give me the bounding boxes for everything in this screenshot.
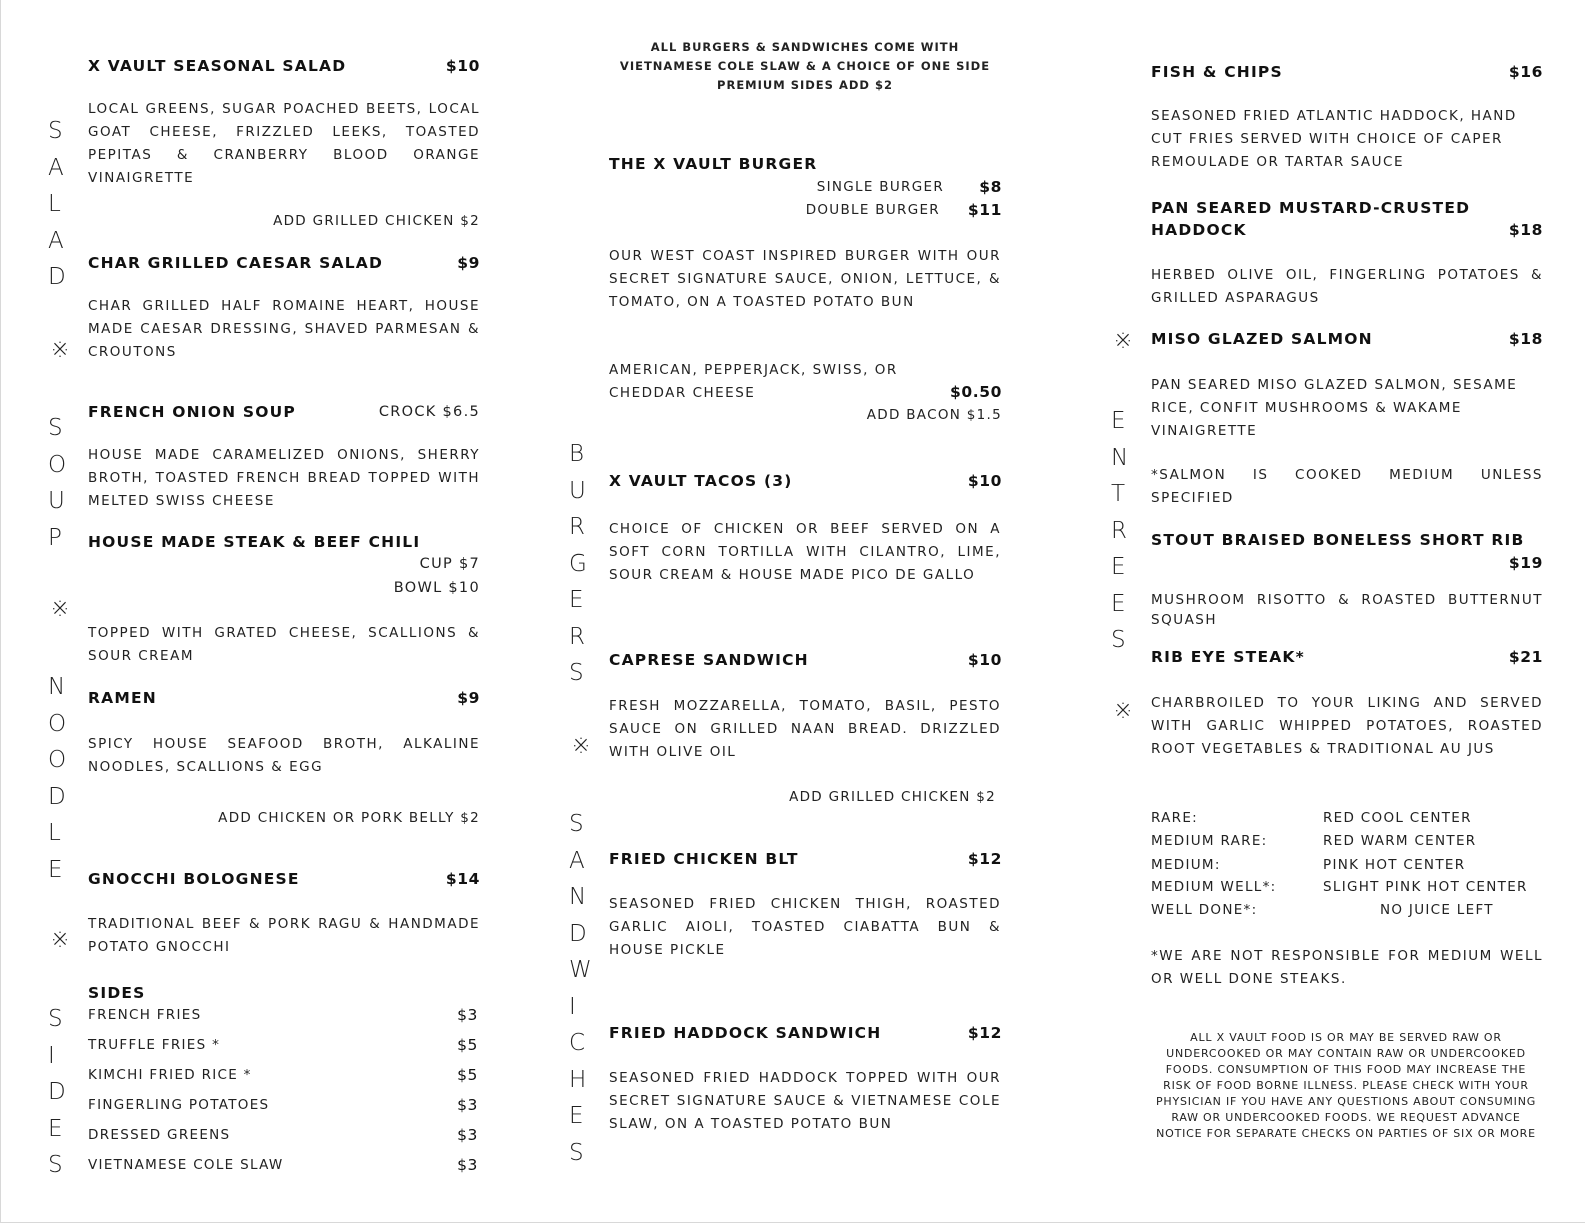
temp-value: SLIGHT PINK HOT CENTER bbox=[1323, 879, 1528, 895]
item-description: FRESH MOZZARELLA, TOMATO, BASIL, PESTO SAUCE ON GRILLED NAAN BREAD. DRIZZLED WITH OLIVE OIL bbox=[609, 698, 1001, 760]
divider-symbol: ※ bbox=[571, 733, 591, 759]
temp-label: MEDIUM RARE: bbox=[1151, 833, 1268, 849]
temp-label: MEDIUM WELL*: bbox=[1151, 879, 1277, 895]
divider-symbol: ※ bbox=[50, 337, 70, 363]
item-title: MISO GLAZED SALMON bbox=[1151, 330, 1373, 348]
burger-single-label: SINGLE BURGER bbox=[816, 179, 944, 195]
temp-label: MEDIUM: bbox=[1151, 857, 1221, 873]
item-price: $18 bbox=[1508, 330, 1543, 348]
item-title: X VAULT TACOS (3) bbox=[609, 472, 793, 490]
steak-disclaimer: *WE ARE NOT RESPONSIBLE FOR MEDIUM WELL OR WELL DONE STEAKS. bbox=[1151, 948, 1543, 987]
item-description: TOPPED WITH GRATED CHEESE, SCALLIONS & SOUR CREAM bbox=[88, 625, 480, 664]
section-label-noodle: NOODLE bbox=[48, 674, 91, 883]
side-item-name: VIETNAMESE COLE SLAW bbox=[88, 1157, 284, 1173]
item-price: BOWL $10 bbox=[393, 580, 480, 596]
item-title: GNOCCHI BOLOGNESE bbox=[88, 870, 300, 888]
side-item-price: $3 bbox=[457, 1126, 478, 1144]
item-description: SEASONED FRIED HADDOCK TOPPED WITH OUR SECRET SIGNATURE SAUCE & VIETNAMESE COLE SLAW, ON A TOASTED POTATO BUN bbox=[609, 1070, 1001, 1132]
item-addon: ADD GRILLED CHICKEN $2 bbox=[789, 789, 996, 805]
item-description: SEASONED FRIED ATLANTIC HADDOCK, HAND CUT FRIES SERVED WITH CHOICE OF CAPER REMOULADE OR TARTAR SAUCE bbox=[1151, 108, 1517, 170]
divider-symbol: ※ bbox=[1113, 328, 1133, 354]
side-item-name: KIMCHI FRIED RICE * bbox=[88, 1067, 252, 1083]
item-price: $10 bbox=[967, 472, 1002, 490]
item-title: FISH & CHIPS bbox=[1151, 63, 1283, 81]
item-price: $9 bbox=[457, 254, 480, 272]
section-label-burgers: BURGERS bbox=[569, 441, 611, 686]
item-price: $16 bbox=[1508, 63, 1543, 81]
item-title: HOUSE MADE STEAK & BEEF CHILI bbox=[88, 533, 421, 551]
item-description: HOUSE MADE CARAMELIZED ONIONS, SHERRY BROTH, TOASTED FRENCH BREAD TOPPED WITH MELTED SWISS CHEESE bbox=[88, 447, 480, 509]
item-title: FRIED CHICKEN BLT bbox=[609, 850, 799, 868]
item-description: CHOICE OF CHICKEN OR BEEF SERVED ON A SOFT CORN TORTILLA WITH CILANTRO, LIME, SOUR CREAM & HOUSE MADE PICO DE GALLO bbox=[609, 521, 1001, 583]
item-title: PAN SEARED MUSTARD-CRUSTED bbox=[1151, 199, 1471, 217]
item-price: $12 bbox=[967, 850, 1002, 868]
side-item-price: $5 bbox=[457, 1066, 478, 1084]
divider-symbol: ※ bbox=[1113, 698, 1133, 724]
burger-single-price: $8 bbox=[979, 178, 1002, 196]
section-label-entrees: ENTREES bbox=[1111, 408, 1153, 653]
burger-double-label: DOUBLE BURGER bbox=[805, 202, 940, 218]
item-title: RAMEN bbox=[88, 689, 157, 707]
section-label-sandwiches: SANDWICHES bbox=[569, 811, 616, 1166]
item-price: CUP $7 bbox=[419, 556, 480, 572]
item-price: $19 bbox=[1508, 554, 1543, 572]
item-title: FRENCH ONION SOUP bbox=[88, 403, 296, 421]
item-description: CHARBROILED TO YOUR LIKING AND SERVED WITH GARLIC WHIPPED POTATOES, ROASTED ROOT VEGETABLES & TRADITIONAL AU JUS bbox=[1151, 695, 1543, 757]
side-item-price: $5 bbox=[457, 1036, 478, 1054]
divider-symbol: ※ bbox=[50, 927, 70, 953]
item-description: PAN SEARED MISO GLAZED SALMON, SESAME RICE, CONFIT MUSHROOMS & WAKAME VINAIGRETTE bbox=[1151, 377, 1518, 439]
item-price: $21 bbox=[1508, 648, 1543, 666]
salmon-note: *SALMON IS COOKED MEDIUM UNLESS SPECIFIED bbox=[1151, 467, 1543, 506]
item-description: HERBED OLIVE OIL, FINGERLING POTATOES & GRILLED ASPARAGUS bbox=[1151, 267, 1543, 306]
item-price: $10 bbox=[445, 57, 480, 75]
section-label-salad: SALAD bbox=[48, 118, 90, 290]
temp-value: NO JUICE LEFT bbox=[1380, 902, 1494, 918]
side-item-name: TRUFFLE FRIES * bbox=[88, 1037, 221, 1053]
side-item-name: FINGERLING POTATOES bbox=[88, 1097, 270, 1113]
item-price: $18 bbox=[1508, 221, 1543, 239]
item-price: $9 bbox=[457, 689, 480, 707]
item-title: CHAR GRILLED CAESAR SALAD bbox=[88, 254, 384, 272]
item-price: $14 bbox=[445, 870, 480, 888]
cheese-option: AMERICAN, PEPPERJACK, SWISS, OR CHEDDAR CHEESE bbox=[609, 362, 898, 401]
item-description: SEASONED FRIED CHICKEN THIGH, ROASTED GARLIC AIOLI, TOASTED CIABATTA BUN & HOUSE PICKLE bbox=[609, 896, 1001, 958]
item-description: LOCAL GREENS, SUGAR POACHED BEETS, LOCAL GOAT CHEESE, FRIZZLED LEEKS, TOASTED PEPITAS & CRANBERRY BLOOD ORANGE VINAIGRETTE bbox=[88, 101, 480, 186]
item-title: HADDOCK bbox=[1151, 221, 1247, 239]
burgers-header-note: ALL BURGERS & SANDWICHES COME WITH VIETNAMESE COLE SLAW & A CHOICE OF ONE SIDE PREMIUM SIDES ADD $2 bbox=[619, 40, 991, 92]
item-title: RIB EYE STEAK* bbox=[1151, 648, 1305, 666]
side-item-name: DRESSED GREENS bbox=[88, 1127, 231, 1143]
item-description: OUR WEST COAST INSPIRED BURGER WITH OUR SECRET SIGNATURE SAUCE, ONION, LETTUCE, & TOMATO, ON A TOASTED POTATO BUN bbox=[609, 248, 1001, 310]
item-title: CAPRESE SANDWICH bbox=[609, 651, 809, 669]
item-description: TRADITIONAL BEEF & PORK RAGU & HANDMADE POTATO GNOCCHI bbox=[88, 916, 480, 955]
temp-value: RED COOL CENTER bbox=[1323, 810, 1472, 826]
food-safety-footer: ALL X VAULT FOOD IS OR MAY BE SERVED RAW OR UNDERCOOKED OR MAY CONTAIN RAW OR UNDERCOOKED FOODS. CONSUMPTION OF THIS FOOD MAY INCREASE THE RISK OF FOOD BORNE ILLNESS. PLEASE CHECK WITH YOUR PHYSICIAN IF YOU HAVE ANY QUESTIONS ABOUT CONSUMING RAW OR UNDERCOOKED FOODS. WE REQUEST ADVANCE NOTICE FOR SEPARATE CHECKS ON PARTIES OF SIX OR MORE bbox=[1155, 1031, 1537, 1140]
item-price: $12 bbox=[967, 1024, 1002, 1042]
temp-value: RED WARM CENTER bbox=[1323, 833, 1477, 849]
side-item-price: $3 bbox=[457, 1096, 478, 1114]
item-description: MUSHROOM RISOTTO & ROASTED BUTTERNUT SQUASH bbox=[1151, 592, 1543, 628]
side-item-name: FRENCH FRIES bbox=[88, 1007, 202, 1023]
temp-label: RARE: bbox=[1151, 810, 1199, 826]
temp-label: WELL DONE*: bbox=[1151, 902, 1258, 918]
side-item-price: $3 bbox=[457, 1006, 478, 1024]
side-item-price: $3 bbox=[457, 1156, 478, 1174]
item-title: X VAULT SEASONAL SALAD bbox=[88, 57, 347, 75]
item-addon: ADD BACON $1.5 bbox=[866, 407, 1002, 423]
item-addon: ADD CHICKEN OR PORK BELLY $2 bbox=[218, 810, 480, 826]
temp-value: PINK HOT CENTER bbox=[1323, 857, 1466, 873]
sides-heading: SIDES bbox=[88, 984, 146, 1002]
divider-symbol: ※ bbox=[50, 596, 70, 622]
item-price: CROCK $6.5 bbox=[378, 404, 480, 420]
section-label-soup: SOUP bbox=[48, 415, 91, 551]
burger-double-price: $11 bbox=[967, 201, 1002, 219]
item-title: FRIED HADDOCK SANDWICH bbox=[609, 1024, 882, 1042]
item-price: $10 bbox=[967, 651, 1002, 669]
item-description: SPICY HOUSE SEAFOOD BROTH, ALKALINE NOODLES, SCALLIONS & EGG bbox=[88, 736, 480, 775]
section-label-sides: SIDES bbox=[48, 1006, 90, 1178]
item-addon: ADD GRILLED CHICKEN $2 bbox=[273, 213, 480, 229]
item-title: STOUT BRAISED BONELESS SHORT RIB bbox=[1151, 531, 1525, 549]
cheese-price: $0.50 bbox=[949, 383, 1002, 401]
item-title: THE X VAULT BURGER bbox=[609, 155, 818, 173]
item-description: CHAR GRILLED HALF ROMAINE HEART, HOUSE MADE CAESAR DRESSING, SHAVED PARMESAN & CROUTONS bbox=[88, 298, 480, 360]
